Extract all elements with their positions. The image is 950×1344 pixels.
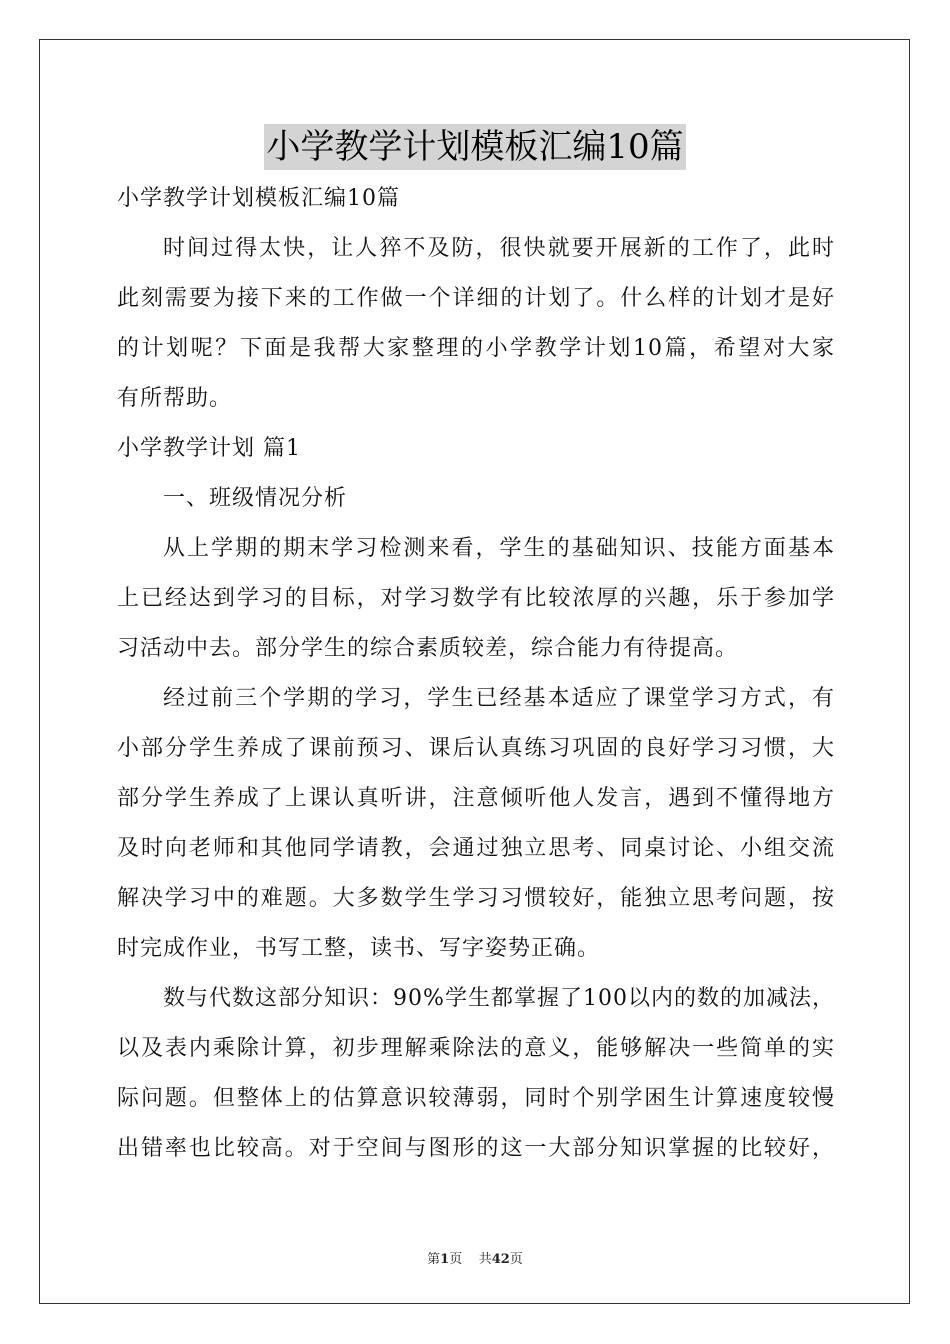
page-footer <box>0 1248 950 1267</box>
text-line: 上已经达到学习的目标，对学习数学有比较浓厚的兴趣，乐于参加学 <box>117 586 835 611</box>
footer-total-pages: 42 <box>491 1252 510 1267</box>
title-container <box>0 124 950 170</box>
footer-total-prefix: 共 <box>478 1252 492 1267</box>
footer-total-suffix: 页 <box>509 1252 523 1267</box>
text-line: 小部分学生养成了课前预习、课后认真练习巩固的良好学习习惯，大 <box>117 736 835 761</box>
text-line: 时间过得太快，让人猝不及防，很快就要开展新的工作了，此时 <box>163 236 835 261</box>
text-line: 有所帮助。 <box>117 386 233 411</box>
text-line: 一、班级情况分析 <box>163 486 348 511</box>
text-line: 的计划呢？下面是我帮大家整理的小学教学计划10篇，希望对大家 <box>117 336 835 361</box>
footer-page-number: 1 <box>440 1252 450 1267</box>
text-line: 部分学生养成了上课认真听讲，注意倾听他人发言，遇到不懂得地方 <box>117 786 835 811</box>
text-line: 出错率也比较高。对于空间与图形的这一大部分知识掌握的比较好， <box>117 1136 835 1161</box>
text-line: 解决学习中的难题。大多数学生学习习惯较好，能独立思考问题，按 <box>117 886 835 911</box>
text-line: 际问题。但整体上的估算意识较薄弱，同时个别学困生计算速度较慢 <box>117 1086 835 1111</box>
document-title: 小学教学计划模板汇编10篇 <box>264 124 685 170</box>
text-line: 习活动中去。部分学生的综合素质较差，综合能力有待提高。 <box>117 636 739 661</box>
text-line: 此刻需要为接下来的工作做一个详细的计划了。什么样的计划才是好 <box>117 286 835 311</box>
text-line: 数与代数这部分知识：90%学生都掌握了100以内的数的加减法， <box>163 986 835 1011</box>
text-line: 时完成作业，书写工整，读书、写字姿势正确。 <box>117 936 601 961</box>
text-line: 小学教学计划 篇1 <box>117 436 301 461</box>
footer-page-prefix: 第 <box>427 1252 441 1267</box>
text-line: 以及表内乘除计算，初步理解乘除法的意义，能够解决一些简单的实 <box>117 1036 835 1061</box>
text-line: 经过前三个学期的学习，学生已经基本适应了课堂学习方式，有 <box>163 686 835 711</box>
text-line: 小学教学计划模板汇编10篇 <box>117 186 400 211</box>
document-body <box>117 174 835 1174</box>
footer-page-suffix: 页 <box>449 1252 463 1267</box>
text-line: 及时向老师和其他同学请教，会通过独立思考、同桌讨论、小组交流 <box>117 836 835 861</box>
text-line: 从上学期的期末学习检测来看，学生的基础知识、技能方面基本 <box>163 536 835 561</box>
